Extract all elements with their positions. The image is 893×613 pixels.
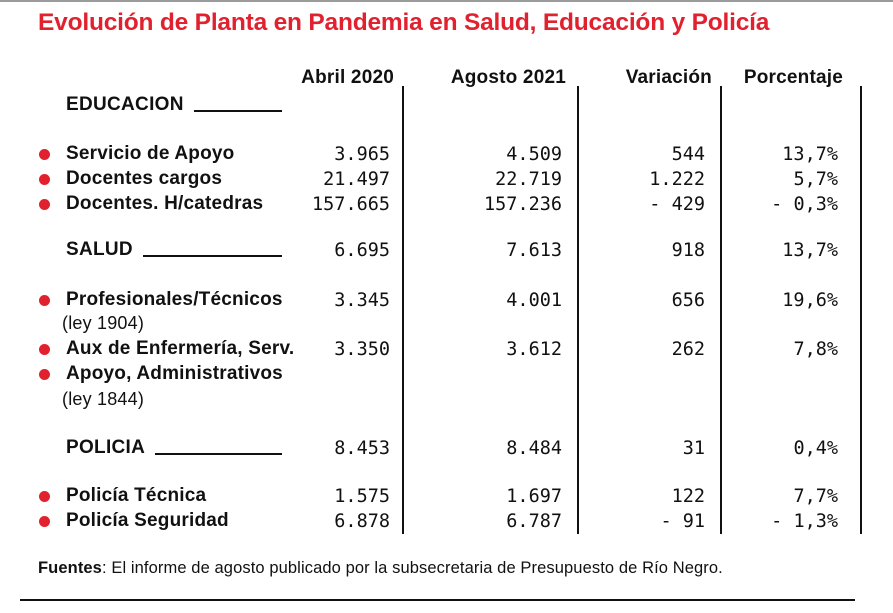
table-subnote-row xyxy=(38,311,893,335)
row-subnote: (ley 1844) xyxy=(62,388,145,409)
value-agosto: 3.612 xyxy=(506,338,562,360)
value-porcentaje: - 0,3% xyxy=(771,193,838,215)
row-label: Policía Técnica xyxy=(66,485,207,506)
value-porcentaje: 13,7% xyxy=(782,239,838,261)
value-abril: 8.453 xyxy=(334,437,390,459)
value-variacion: - 91 xyxy=(660,510,705,532)
table-row xyxy=(38,288,893,312)
value-agosto: 6.787 xyxy=(506,510,562,532)
value-variacion: 122 xyxy=(671,485,705,507)
value-abril: 3.965 xyxy=(334,143,390,165)
table-row xyxy=(38,337,893,361)
value-agosto: 4.001 xyxy=(506,289,562,311)
source-text: : El informe de agosto publicado por la subsecretaria de Presupuesto de Río Negro. xyxy=(101,559,723,577)
value-abril: 3.345 xyxy=(334,289,390,311)
value-agosto: 1.697 xyxy=(506,485,562,507)
bullet-icon xyxy=(39,199,50,210)
section-title: SALUD xyxy=(66,239,133,260)
value-variacion: 918 xyxy=(671,239,705,261)
section-underline xyxy=(155,453,282,455)
value-porcentaje: 7,8% xyxy=(793,338,838,360)
table-row xyxy=(38,142,893,166)
value-variacion: 544 xyxy=(671,143,705,165)
row-label: Aux de Enfermería, Serv. xyxy=(66,338,295,359)
row-label: Apoyo, Administrativos xyxy=(66,363,283,384)
source-label: Fuentes xyxy=(38,559,102,577)
section-underline xyxy=(194,110,282,112)
row-label: Servicio de Apoyo xyxy=(66,143,235,164)
table-row xyxy=(38,484,893,508)
section-row-educacion xyxy=(38,93,893,117)
table-subnote-row xyxy=(38,387,893,411)
value-porcentaje: 13,7% xyxy=(782,143,838,165)
value-abril: 1.575 xyxy=(334,485,390,507)
value-variacion: 1.222 xyxy=(649,168,705,190)
value-variacion: - 429 xyxy=(649,193,705,215)
source-note xyxy=(38,559,723,578)
section-row-salud xyxy=(38,238,893,262)
column-header-abril-2020: Abril 2020 xyxy=(301,67,394,88)
section-row-policia xyxy=(38,436,893,460)
row-label: Docentes cargos xyxy=(66,168,223,189)
bullet-icon xyxy=(39,491,50,502)
table-header-row xyxy=(38,66,893,90)
value-porcentaje: 19,6% xyxy=(782,289,838,311)
bottom-divider xyxy=(20,599,855,601)
column-header-variacion: Variación xyxy=(625,67,712,88)
table-row xyxy=(38,362,893,386)
column-header-porcentaje: Porcentaje xyxy=(743,67,843,88)
table-row xyxy=(38,167,893,191)
bullet-icon xyxy=(39,149,50,160)
row-label: Docentes. H/catedras xyxy=(66,193,264,214)
value-agosto: 4.509 xyxy=(506,143,562,165)
bullet-icon xyxy=(39,369,50,380)
value-variacion: 656 xyxy=(671,289,705,311)
value-agosto: 22.719 xyxy=(495,168,562,190)
value-variacion: 262 xyxy=(671,338,705,360)
row-label: Profesionales/Técnicos xyxy=(66,289,283,310)
value-abril: 6.695 xyxy=(334,239,390,261)
section-title: POLICIA xyxy=(66,437,146,458)
bullet-icon xyxy=(39,344,50,355)
value-agosto: 7.613 xyxy=(506,239,562,261)
section-title: EDUCACION xyxy=(66,94,184,115)
value-agosto: 157.236 xyxy=(484,193,562,215)
value-variacion: 31 xyxy=(682,437,705,459)
section-underline xyxy=(143,255,282,257)
value-abril: 21.497 xyxy=(323,168,390,190)
value-abril: 157.665 xyxy=(312,193,390,215)
value-porcentaje: 0,4% xyxy=(793,437,838,459)
row-label: Policía Seguridad xyxy=(66,510,229,531)
value-abril: 6.878 xyxy=(334,510,390,532)
bullet-icon xyxy=(39,295,50,306)
bullet-icon xyxy=(39,174,50,185)
value-abril: 3.350 xyxy=(334,338,390,360)
table-row xyxy=(38,192,893,216)
row-subnote: (ley 1904) xyxy=(62,312,145,333)
table-row xyxy=(38,509,893,533)
value-porcentaje: 5,7% xyxy=(793,168,838,190)
bullet-icon xyxy=(39,516,50,527)
value-porcentaje: - 1,3% xyxy=(771,510,838,532)
column-header-agosto-2021: Agosto 2021 xyxy=(450,67,566,88)
value-porcentaje: 7,7% xyxy=(793,485,838,507)
page-title: Evolución de Planta en Pandemia en Salud, Educación y Policía xyxy=(38,9,770,36)
value-agosto: 8.484 xyxy=(506,437,562,459)
